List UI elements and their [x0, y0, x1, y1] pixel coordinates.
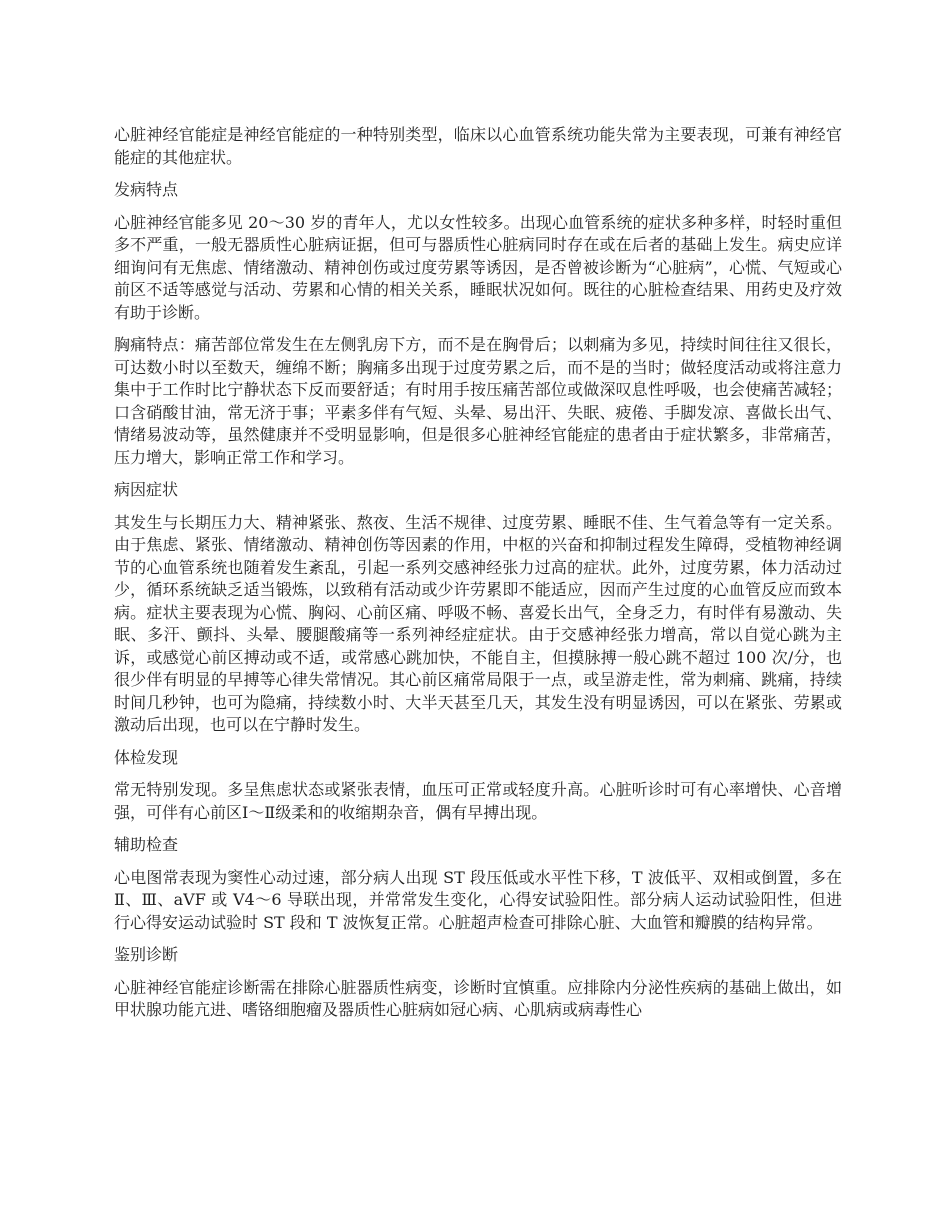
section-heading-etiology: 病因症状: [114, 480, 179, 499]
auxiliary-exam-paragraph: 心电图常表现为窦性心动过速，部分病人出现 ST 段压低或水平性下移，T 波低平、双相或倒置，多在Ⅱ、Ⅲ、aVF 或 V4～6 导联出现，并常常发生变化，心得安试验阳性。部分病人运动试验阳性，但进行心得安运动试验时 ST 段和 T 波恢复正常。心脏超声检查可排除心脏、大血管和瓣膜的结构异常。: [114, 867, 842, 932]
section-heading-onset: 发病特点: [114, 180, 179, 199]
onset-paragraph-2: 胸痛特点：痛苦部位常发生在左侧乳房下方，而不是在胸骨后；以刺痛为多见，持续时间往往又很长，可达数小时以至数天，缠绵不断；胸痛多出现于过度劳累之后，而不是的当时；做轻度活动或将注意力集中于工作时比宁静状态下反而要舒适；有时用手按压痛苦部位或做深叹息性呼吸，也会使痛苦减轻；口含硝酸甘油，常无济于事；平素多伴有气短、头晕、易出汗、失眠、疲倦、手脚发凉、喜做长出气、情绪易波动等，虽然健康并不受明显影响，但是很多心脏神经官能症的患者由于症状繁多，非常痛苦，压力增大，影响正常工作和学习。: [114, 335, 842, 467]
intro-paragraph: 心脏神经官能症是神经官能症的一种特别类型，临床以心血管系统功能失常为主要表现，可兼有神经官能症的其他症状。: [114, 125, 842, 167]
etiology-paragraph: 其发生与长期压力大、精神紧张、熬夜、生活不规律、过度劳累、睡眠不佳、生气着急等有一定关系。由于焦虑、紧张、情绪激动、精神创伤等因素的作用，中枢的兴奋和抑制过程发生障碍，受植物神经调节的心血管系统也随着发生紊乱，引起一系列交感神经张力过高的症状。此外，过度劳累，体力活动过少，循环系统缺乏适当锻炼，以致稍有活动或少许劳累即不能适应，因而产生过度的心血管反应而致本病。症状主要表现为心慌、胸闷、心前区痛、呼吸不畅、喜爱长出气，全身乏力，有时伴有易激动、失眠、多汗、颤抖、头晕、腰腿酸痛等一系列神经症症状。由于交感神经张力增高，常以自觉心跳为主诉，或感觉心前区搏动或不适，或常感心跳加快，不能自主，但摸脉搏一般心跳不超过 100 次/分，也很少伴有明显的早搏等心律失常情况。其心前区痛常局限于一点，或呈游走性，常为刺痛、跳痛，持续时间几秒钟，也可为隐痛，持续数小时、大半天甚至几天，其发生没有明显诱因，可以在紧张、劳累或激动后出现，也可以在宁静时发生。: [114, 512, 842, 734]
onset-paragraph-1: 心脏神经官能多见 20～30 岁的青年人，尤以女性较多。出现心血管系统的症状多种多样，时轻时重但多不严重，一般无器质性心脏病证据，但可与器质性心脏病同时存在或在后者的基础上发生。病史应详细询问有无焦虑、情绪激动、精神创伤或过度劳累等诱因，是否曾被诊断为“心脏病”，心慌、气短或心前区不适等感觉与活动、劳累和心情的相关关系，睡眠状况如何。既往的心脏检查结果、用药史及疗效有助于诊断。: [114, 212, 842, 322]
document-body: [114, 124, 842, 1032]
section-heading-differential: 鉴别诊断: [114, 945, 179, 964]
section-heading-physical-exam: 体检发现: [114, 747, 179, 767]
differential-paragraph: 心脏神经官能症诊断需在排除心脏器质性病变，诊断时宜慎重。应排除内分泌性疾病的基础上做出，如甲状腺功能亢进、嗜铬细胞瘤及器质性心脏病如冠心病、心肌病或病毒性心: [114, 977, 842, 1019]
section-heading-auxiliary-exam: 辅助检查: [114, 835, 179, 854]
physical-exam-paragraph: 常无特别发现。多呈焦虑状态或紧张表情，血压可正常或轻度升高。心脏听诊时可有心率增快、心音增强，可伴有心前区Ⅰ～Ⅱ级柔和的收缩期杂音，偶有早搏出现。: [114, 780, 842, 822]
